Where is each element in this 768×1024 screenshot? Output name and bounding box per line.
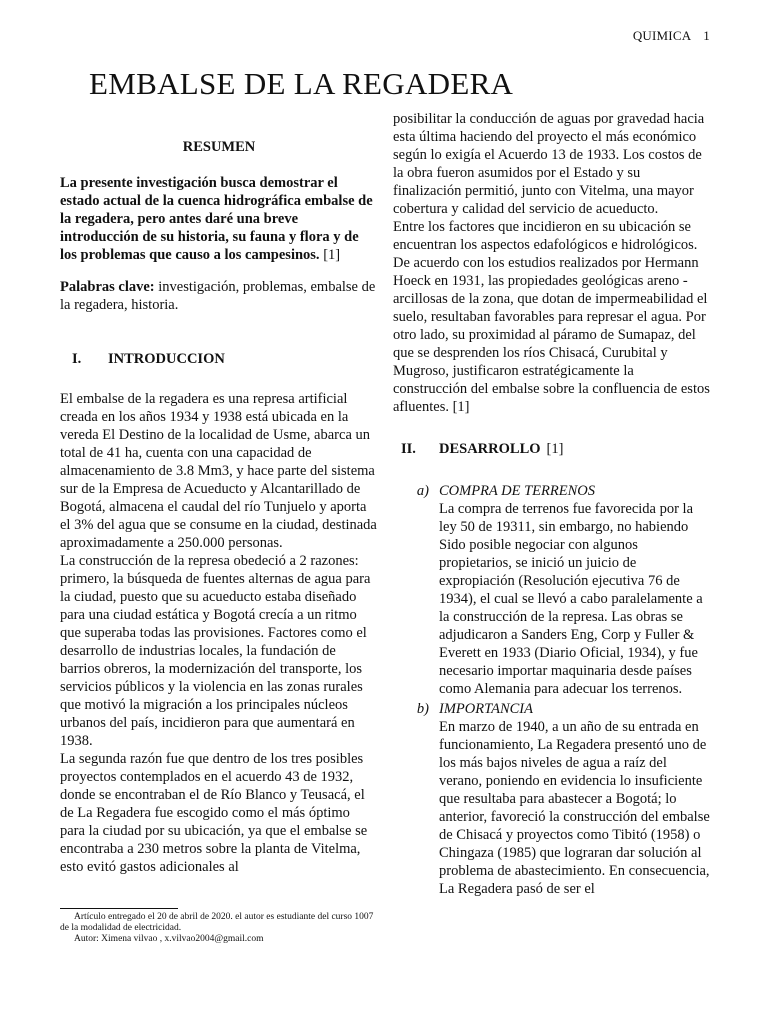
continuation-paragraph-1: posibilitar la conducción de aguas por gravedad hacia esta última haciendo del proyecto el más económico según lo exigía el Acuerdo 13 de 1933. Los costos de la obra fueron asumidos por el Estado y su finalización permitió, junto con Vitelma, una mayor cobertura y calidad del servicio de acueducto. [393,111,705,217]
subsection-text: En marzo de 1940, a un año de su entrada en funcionamiento, La Regadera presentó uno de los más bajos niveles de agua a raíz del verano, poniendo en evidencia lo insuficiente que resultaba para abastecer a Bogotá; lo anterior, favoreció la construcción del embalse de Chisacá y proyectos como Tibitó (1958) o Chingaza (1985) que lograran dar solución al problema de abastecimiento. En consecuencia, La Regadera pasó de ser el [439,719,710,897]
intro-paragraph-1: El embalse de la regadera es una represa artificial creada en los años 1934 y 1938 está ubicada en la vereda El Destino de la localidad de Usme, abarca un total de 41 ha, cuenta con una capacidad de almacenamiento de 3.8 Mm3, y hace parte del sistema sur de la Empresa de Acueducto y Alcantarillado de Bogotá, almacena el caudal del río Tunjuelo y aporta el 3% del agua que se consume en la ciudad, destinada aproximadamente a 250.000 personas. [60,391,377,551]
footnote-submission: Artículo entregado el 20 de abril de 2020. el autor es estudiante del curso 1007 de la modalidad de electricidad. [60,912,374,933]
section-heading-desarrollo [401,440,711,458]
footnote [60,912,378,945]
intro-paragraph-2: La construcción de la represa obedeció a 2 razones: primero, la búsqueda de fuentes alternas de agua para la ciudad, puesto que su acueducto estaba diseñado para una ciudad estática y Bogotá crecía a un ritmo que superaba todas las provisiones. Factores como el desarrollo de industrias locales, la fundación de barrios obreros, la modernización del transporte, los servicios públicos y la violencia en las zonas rurales que motivó la migración a los principales núcleos urbanos del país, incidieron para que aumentará en 1938. [60,553,371,749]
right-column [393,110,711,898]
subsection-letter: a) [416,483,429,499]
keywords [60,278,378,314]
abstract-text [60,174,378,264]
section-number: I. [72,351,82,367]
page-number: 1 [703,28,710,43]
continuation-paragraph-2: Entre los factores que incidieron en su ubicación se encuentran los aspectos edafológicos e hidrológicos. De acuerdo con los estudios realizados por Hermann Hoeck en 1931, las propiedades geológicas areno - arcillosas de la zona, que dotan de impermeabilidad el suelo, resultaban favorables para represar el agua. Por otro lado, su proximidad al páramo de Sumapaz, del que se desprenden los ríos Chisacá, Curubital y Mugroso, justificaron estratégicamente la construcción del embalse sobre la confluencia de estos afluentes. [1] [393,219,710,415]
subsection-importancia [393,700,711,898]
subsection-title: COMPRA DE TERRENOS [439,483,595,499]
running-header [633,28,710,44]
keywords-text: investigación, problemas, embalse de la regadera, historia. [60,279,376,313]
subsection-title: IMPORTANCIA [439,701,533,717]
section-title: DESARROLLO [439,441,541,457]
section-number: II. [401,441,416,457]
footnote-divider [60,908,178,909]
course-name: QUIMICA [632,28,692,43]
subsection-body [439,482,711,698]
keywords-label: Palabras clave: [60,279,155,295]
intro-paragraph-3: La segunda razón fue que dentro de los tres posibles proyectos contemplados en el acuerdo 43 de 1932, donde se encontraban el de Río Blanco y Teusacá, el de La Regadera fue escogido como el más óptimo para la ciudad por su ubicación, ya que el embalse se encontraba a 230 metros sobre la planta de Vitelma, esto evitó gastos adicionales al [60,751,368,875]
footnote-author: Autor: Ximena vilvao , x.vilvao2004@gmail.com [74,934,264,944]
subsection-letter: b) [416,701,429,717]
abstract-heading: RESUMEN [182,139,256,155]
subsection-body [439,700,711,898]
subsection-compra-de-terrenos [393,482,711,698]
paper-title: EMBALSE DE LA REGADERA [89,66,514,101]
abstract-citation: [1] [323,247,341,263]
left-column [60,138,378,876]
section-citation: [1] [546,441,564,457]
section-title: INTRODUCCION [108,351,225,367]
abstract-body: La presente investigación busca demostrar el estado actual de la cuenca hidrográfica embalse de la regadera, pero antes daré una breve introducción de su historia, su fauna y flora y de los problemas que causo a los campesinos. [60,175,373,263]
subsection-text: La compra de terrenos fue favorecida por la ley 50 de 19311, sin embargo, no habiendo Sido posible negociar con algunos propietarios, se inició un juicio de expropiación (Resolución ejecutiva 76 de 1934), el cual se llevó a cabo paralelamente a la construcción de la represa. Las obras se adjudicaron a Sanders Eng, Corp y Fuller & Everett en 1933 (Diario Oficial, 1934), y fue necesario importar maquinaria desde países como Alemania para adecuar los terrenos. [439,501,703,697]
section-heading-introduccion [72,350,378,368]
